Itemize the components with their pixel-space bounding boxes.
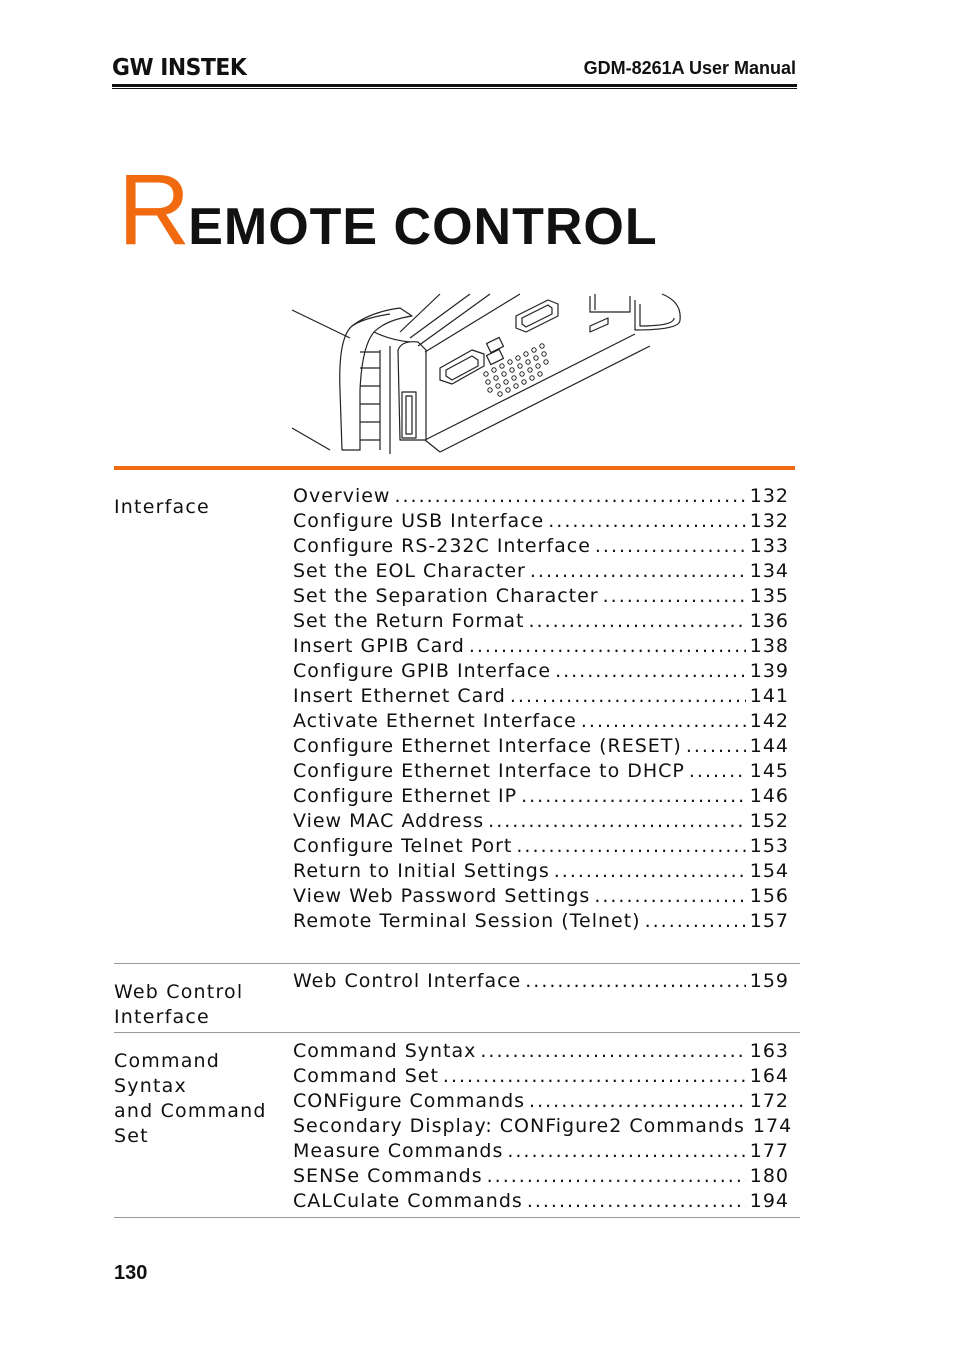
toc-entry-title: Overview [293,485,391,507]
toc-entry-page: 133 [749,535,789,557]
toc-entry-title: Command Set [293,1065,439,1087]
toc-entry[interactable] [293,1090,789,1115]
toc-entry-title: View MAC Address [293,810,485,832]
section-label-line: Web Control [114,981,244,1003]
toc-entry-title: Insert GPIB Card [293,635,465,657]
dot-leader [595,535,746,557]
dot-leader [480,1040,745,1062]
toc-entry-title: Configure Ethernet Interface to DHCP [293,760,685,782]
toc-entry[interactable] [293,510,789,535]
dot-leader [507,1140,745,1162]
section-label [114,980,289,1030]
page-header [112,52,796,86]
dot-leader [510,685,746,707]
toc-entry-page: 139 [749,660,789,682]
section-label-line: and Command [114,1100,267,1122]
section-label: Interface [114,496,210,518]
dot-leader [554,860,746,882]
toc-entry-page: 153 [749,835,789,857]
toc-entry-page: 136 [749,610,789,632]
toc-entry-page: 132 [749,485,789,507]
toc-entry-page: 194 [749,1190,789,1212]
dot-leader [594,885,745,907]
toc-entry-title: Remote Terminal Session (Telnet) [293,910,641,932]
toc-entry-title: Configure Ethernet Interface (RESET) [293,735,682,757]
toc-entry-page: 134 [749,560,789,582]
manual-title: GDM-8261A User Manual [583,58,796,78]
toc-entry-title: CALCulate Commands [293,1190,523,1212]
dot-leader [521,785,746,807]
toc-entry-title: Set the Return Format [293,610,525,632]
section-divider [114,963,800,964]
toc-entry-page: 164 [749,1065,789,1087]
toc-entry-page: 142 [749,710,789,732]
toc-entry[interactable] [293,1165,789,1190]
chapter-title-rest: EMOTE CONTROL [188,198,658,256]
toc-entries [293,1040,793,1215]
brand-logo: GW INSTEK [112,55,247,81]
toc-entry[interactable] [293,735,789,760]
toc-entry-title: Command Syntax [293,1040,477,1062]
dot-leader [488,810,746,832]
toc-entry[interactable] [293,1065,789,1090]
dot-leader [443,1065,746,1087]
dot-leader [645,910,746,932]
toc-entry[interactable] [293,835,789,860]
dot-leader [527,1190,746,1212]
toc-entry-title: SENSe Commands [293,1165,483,1187]
toc-entry-title: CONFigure Commands [293,1090,526,1112]
dot-leader [516,835,745,857]
toc-entry[interactable] [293,535,789,560]
page-number: 130 [114,1262,148,1284]
toc-entry-page: 157 [749,910,789,932]
section-rule [114,466,795,470]
toc-entry-title: Measure Commands [293,1140,504,1162]
toc-entry-page: 138 [749,635,789,657]
section-divider [114,1032,800,1033]
dot-leader [581,710,746,732]
toc-entry-title: Return to Initial Settings [293,860,550,882]
rear-panel-illustration [290,290,690,458]
toc-entry-page: 145 [749,760,789,782]
toc-entry-title: Secondary Display: CONFigure2 Commands [293,1115,745,1137]
toc-entry[interactable] [293,910,789,935]
toc-entry-page: 146 [749,785,789,807]
toc-entry-title: View Web Password Settings [293,885,591,907]
toc-entry[interactable] [293,710,789,735]
toc-entry[interactable] [293,1115,793,1140]
dot-leader [469,635,746,657]
toc-entry-page: 174 [752,1115,793,1137]
toc-entry-page: 135 [749,585,789,607]
toc-entry-title: Insert Ethernet Card [293,685,506,707]
toc-entry[interactable] [293,885,789,910]
toc-entry[interactable] [293,660,789,685]
chapter-title-initial: R [118,154,189,266]
toc-entry-page: 163 [749,1040,789,1062]
dot-leader [686,735,746,757]
toc-entry-page: 144 [749,735,789,757]
toc-entry-title: Configure Telnet Port [293,835,513,857]
section-label [114,1049,289,1149]
toc-entry-title: Configure Ethernet IP [293,785,518,807]
header-rule-thin [112,88,797,89]
toc-entry-page: 172 [749,1090,789,1112]
toc-entry-title: Web Control Interface [293,970,522,992]
toc-entry-title: Set the Separation Character [293,585,599,607]
header-rule [112,84,797,87]
toc-entry-title: Set the EOL Character [293,560,526,582]
toc-entry-page: 177 [749,1140,789,1162]
toc-entry-page: 141 [749,685,789,707]
toc-entry[interactable] [293,635,789,660]
toc-entry[interactable] [293,785,789,810]
toc-entry[interactable] [293,560,789,585]
dot-leader [529,610,746,632]
toc-entry[interactable] [293,810,789,835]
section-label-line: Command Syntax [114,1050,221,1097]
section-label-line: Set [114,1125,149,1147]
toc-entry[interactable] [293,685,789,710]
dot-leader [487,1165,746,1187]
toc-entry-page: 159 [749,970,789,992]
toc-entry[interactable] [293,1040,789,1065]
toc-entry-page: 154 [749,860,789,882]
toc-entry-page: 132 [749,510,789,532]
chapter-title [118,154,658,266]
toc-entry-page: 156 [749,885,789,907]
toc-entry-title: Configure GPIB Interface [293,660,552,682]
toc-entry[interactable] [293,1140,789,1165]
section-divider [114,1217,800,1218]
dot-leader [555,660,746,682]
toc-entries [293,970,789,995]
dot-leader [529,1090,746,1112]
toc-entry[interactable] [293,485,789,510]
toc-entry-page: 180 [749,1165,789,1187]
toc-entry[interactable] [293,760,789,785]
toc-entry-page: 152 [749,810,789,832]
section-label-line: Interface [114,1006,210,1028]
dot-leader [394,485,745,507]
dot-leader [603,585,746,607]
toc-entry-title: Configure RS-232C Interface [293,535,591,557]
dot-leader [689,760,746,782]
dot-leader [548,510,746,532]
toc-entry[interactable] [293,1190,789,1215]
toc-entry[interactable] [293,860,789,885]
toc-entry[interactable] [293,610,789,635]
dot-leader [525,970,745,992]
dot-leader [530,560,746,582]
toc-entries [293,485,789,935]
toc-entry[interactable] [293,585,789,610]
toc-entry[interactable] [293,970,789,995]
toc-entry-title: Activate Ethernet Interface [293,710,577,732]
toc-entry-title: Configure USB Interface [293,510,545,532]
